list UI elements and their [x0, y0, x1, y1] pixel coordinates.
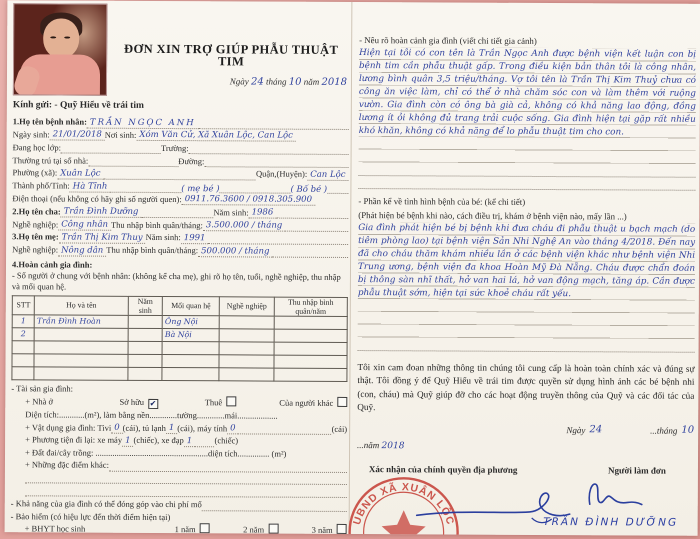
salutation: Kính gửi: - Quỹ Hiểu về trái tim	[12, 100, 144, 111]
blank-dotted-line	[358, 177, 695, 191]
form-header	[13, 0, 350, 99]
appliances-line: + Vật dụng gia đình: Tivi 0 (cái), tủ lạnh 1 (cái), máy tính 0 (cái)	[25, 421, 348, 434]
computer-count: 0	[227, 422, 238, 434]
bhyt1-1year: 1 năm	[175, 523, 210, 535]
form-left-column	[11, 0, 350, 534]
rent-checkbox	[226, 397, 236, 407]
signature-area	[350, 477, 694, 536]
patient-photo	[13, 3, 107, 95]
blank-dotted-line	[358, 164, 695, 178]
scanned-form-page	[5, 0, 700, 536]
assets-title: - Tài sản gia đình:	[11, 383, 74, 394]
note-mother-phone: ( mẹ bé )	[181, 184, 220, 195]
date-day: 24	[251, 76, 264, 88]
ward-value: Xuân Lộc	[57, 167, 103, 179]
illness-story-text: Gia đình phát hiện bé bị bệnh khi đưa cháu đi phẫu thuật u bạch mạch (do tiêm phòng lao) tại bệnh viện Sản Nhi Nghệ An vào tháng 4/2018. Đến nay đã cho cháu thăm khám nhiều lần ở các bệnh viện khác như bệnh viện Nhi Trung ương, bệnh viện đa khoa Hoàn Mỹ Đà Nẵng. Cháu được chẩn đoán bị thông sàn nhĩ thất, hở van hai lá, hở van động mạch, tăng áp. Cần được phẫu thuật sớm, hiện tại sức khoẻ cháu rất yếu.	[358, 222, 696, 341]
date-month: 10	[288, 76, 302, 88]
illness-story-hint: (Phát hiện bé bệnh khi nào, cách điều trị, khám ở bệnh viện nào, mấy lần ...)	[358, 210, 627, 222]
district-value: Can Lộc	[307, 169, 348, 181]
bhyt1-2year: 2 năm	[243, 524, 278, 536]
motorbike-count: 1	[122, 434, 133, 446]
house-ownership-row: + Nhà ở Sở hữu ✔ Thuê Của người khác	[11, 395, 347, 410]
page-title: ĐƠN XIN TRỢ GIÚP PHẪU THUẬT TIM	[124, 41, 339, 69]
bhyt1-1year-checkbox	[200, 524, 210, 534]
blank-dotted-line	[358, 339, 695, 353]
other-owner-checkbox	[337, 397, 347, 407]
other-owner-option: Của người khác	[279, 397, 347, 410]
applicant-label: Người làm đơn	[608, 464, 666, 476]
city-value: Hà Tĩnh	[70, 180, 111, 192]
bhyt-student-row: + BHYT học sinh 1 năm 2 năm 3 năm	[11, 523, 347, 536]
applicant-signature-block	[536, 478, 686, 529]
authority-confirmation-label: Xác nhận của chính quyền địa phương	[368, 463, 518, 475]
mother-birth-value: 1991	[181, 232, 209, 244]
field-patient-name: 1.Họ tên bệnh nhân: TRẦN NGỌC ANH	[13, 116, 349, 130]
sig-date-year: 2018	[381, 441, 405, 452]
father-name-value: Trần Đình Dưỡng	[61, 206, 142, 218]
date-year: 2018	[321, 76, 348, 88]
sig-date-month: 10	[681, 424, 695, 436]
father-income-value: 3.500.000 / tháng	[203, 219, 285, 231]
land-line: + Đất đai/cây trồng: .....................................................diện tích............... (m²)	[25, 447, 287, 459]
note-father-phone: ( Bố bé )	[290, 184, 328, 196]
field-father-job: Nghề nghiệp: Công nhân Thu nhập bình quân/tháng: 3.500.000 / tháng	[12, 218, 348, 232]
applicant-signer-name: TRẦN ĐÌNH DƯỠNG	[543, 515, 679, 529]
mother-name-value: Trần Thị Kim Thuy	[59, 231, 146, 243]
patient-name-value: TRẦN NGỌC ANH	[87, 116, 199, 129]
illness-story-label: - Phần kể về tình hình bệnh của bé: (kể chi tiết)	[358, 195, 526, 207]
field-ward-district: Phường (xã): Xuân Lộc Quận,(Huyện): Can Lộc	[12, 167, 348, 181]
field-city: Thành phố/Tỉnh: Hà Tĩnh ( mẹ bé ) ( Bố bé )	[12, 179, 348, 193]
tv-count: 0	[111, 422, 122, 434]
field-phone: Điện thoại (nếu không có hãy ghi số người quen): 0911.76.3600 / 0918.305.900	[12, 192, 348, 206]
dob-value: 21/01/2018	[50, 129, 105, 141]
contribution-line: - Khả năng của gia đình có thể đóng góp vào chi phí mổ	[11, 497, 347, 511]
bicycle-count: 1	[184, 435, 195, 447]
table-row	[12, 367, 347, 382]
field-address: Thường trú tại số nhà: Đường:	[13, 154, 349, 168]
header-date: Ngày 24 tháng 10 năm 2018	[229, 76, 348, 88]
applicant-signature	[576, 478, 646, 512]
signature-date: Ngày 24 ...tháng 10	[566, 423, 695, 436]
vehicles-line: + Phương tiện đi lại: xe máy 1 (chiếc), xe đạp 1 (chiếc)	[25, 434, 239, 446]
own-checkbox: ✔	[149, 398, 157, 408]
section4-title: 4.Hoàn cảnh gia đình:	[11, 258, 93, 270]
page-fold-divider	[349, 2, 353, 534]
household-table	[11, 295, 347, 382]
field-father: 2.Họ tên cha: Trần Đình Dưỡng Năm sinh: 1986	[12, 205, 348, 219]
field-class-school: Đang học lớp: Trường:	[13, 141, 349, 155]
field-mother-job: Nghề nghiệp: Nông dân Thu nhập bình quân/tháng: 500.000 / tháng	[12, 243, 348, 257]
mother-income-value: 500.000 / tháng	[198, 245, 272, 257]
other-features-line: + Những đặc điểm khác:	[11, 459, 347, 473]
house-area-line: Diện tích:............(m²), làm bằng nền.............tường.............mái...................	[25, 409, 278, 421]
family-circumstance-label: - Nêu rõ hoàn cảnh gia đình (viết chi tiết gia cảnh)	[359, 35, 537, 46]
stamp-text-top: UBND XÃ XUÂN LỘC	[350, 481, 457, 527]
form-right-column	[350, 2, 697, 536]
blank-dotted-line	[25, 472, 347, 486]
insurance-title: - Bảo hiểm (có hiệu lực đến thời điểm hiện tại)	[10, 511, 171, 523]
declaration-text: Tôi xin cam đoan những thông tin chúng tôi cung cấp là hoàn toàn chính xác và đúng sự thật. Tôi đồng ý để Quỹ Hiểu về trái tim được quyền sử dụng hình ảnh các bé bệnh nhi (con, cháu) mà Quỹ giúp đỡ cho các hoạt động truyền thông của Quỹ và các đối tác của Quỹ.	[357, 361, 695, 413]
signature-year: ...năm 2018	[357, 440, 405, 452]
phone-value: 0911.76.3600 / 0918.305.900	[182, 193, 315, 206]
father-birth-value: 1986	[249, 207, 277, 219]
section4-note: - Số người ở chung với bệnh nhân: (không kể cha mẹ), ghi rõ họ tên, tuổi, nghề nghiệp, thu nhập và mối quan hệ.	[11, 270, 341, 292]
father-job-value: Công nhân	[58, 218, 111, 230]
bhyt1-3year: 3 năm	[312, 524, 347, 536]
field-mother: 3.Họ tên mẹ: Trần Thị Kim Thuy Năm sinh: 1991	[12, 231, 348, 245]
table-row: 2 Bà Nội	[12, 328, 347, 343]
mother-job-value: Nông dân	[58, 244, 106, 256]
bhyt1-2year-checkbox	[268, 524, 278, 534]
rent-option: Thuê	[205, 397, 237, 409]
table-row: 1 Trần Đình Hoàn Ông Nội	[12, 315, 347, 330]
field-dob-pob: Ngày sinh: 21/01/2018 Nơi sinh: Xóm Văn Cử, Xã Xuân Lộc, Can Lộc	[13, 128, 349, 142]
pob-value: Xóm Văn Cử, Xã Xuân Lộc, Can Lộc	[136, 129, 296, 142]
fridge-count: 1	[166, 422, 177, 434]
family-circumstance-text: Hiện tại tôi có con tên là Trần Ngọc Anh được bệnh viện kết luận con bị bệnh tim cần phẫu thuật gấp. Trong điều kiện bản thân tôi là công nhân, lương bình quân 3,5 triệu/tháng. Vợ tôi tên là Trần Thị Kim Thuỷ chưa có công ăn việc làm, chỉ có thể ở nhà chăm sóc con và làm thêm với ruộng vườn. Gia đình còn có ông bà già cả, không có khả năng lao động, đồng lương ít ỏi không đủ trang trải cuộc sống. Gia đình hiện tại gặp rất nhiều khó khăn, không có khả năng để lo phẫu thuật tim cho con.	[359, 47, 697, 166]
sig-date-day: 24	[589, 423, 603, 435]
own-option: Sở hữu ✔	[119, 396, 157, 408]
blank-dotted-line	[25, 485, 347, 499]
table-header-row: STT Họ và tên Năm sinh Mối quan hệ Nghề nghiệp Thu nhập bình quân/năm	[12, 296, 347, 317]
